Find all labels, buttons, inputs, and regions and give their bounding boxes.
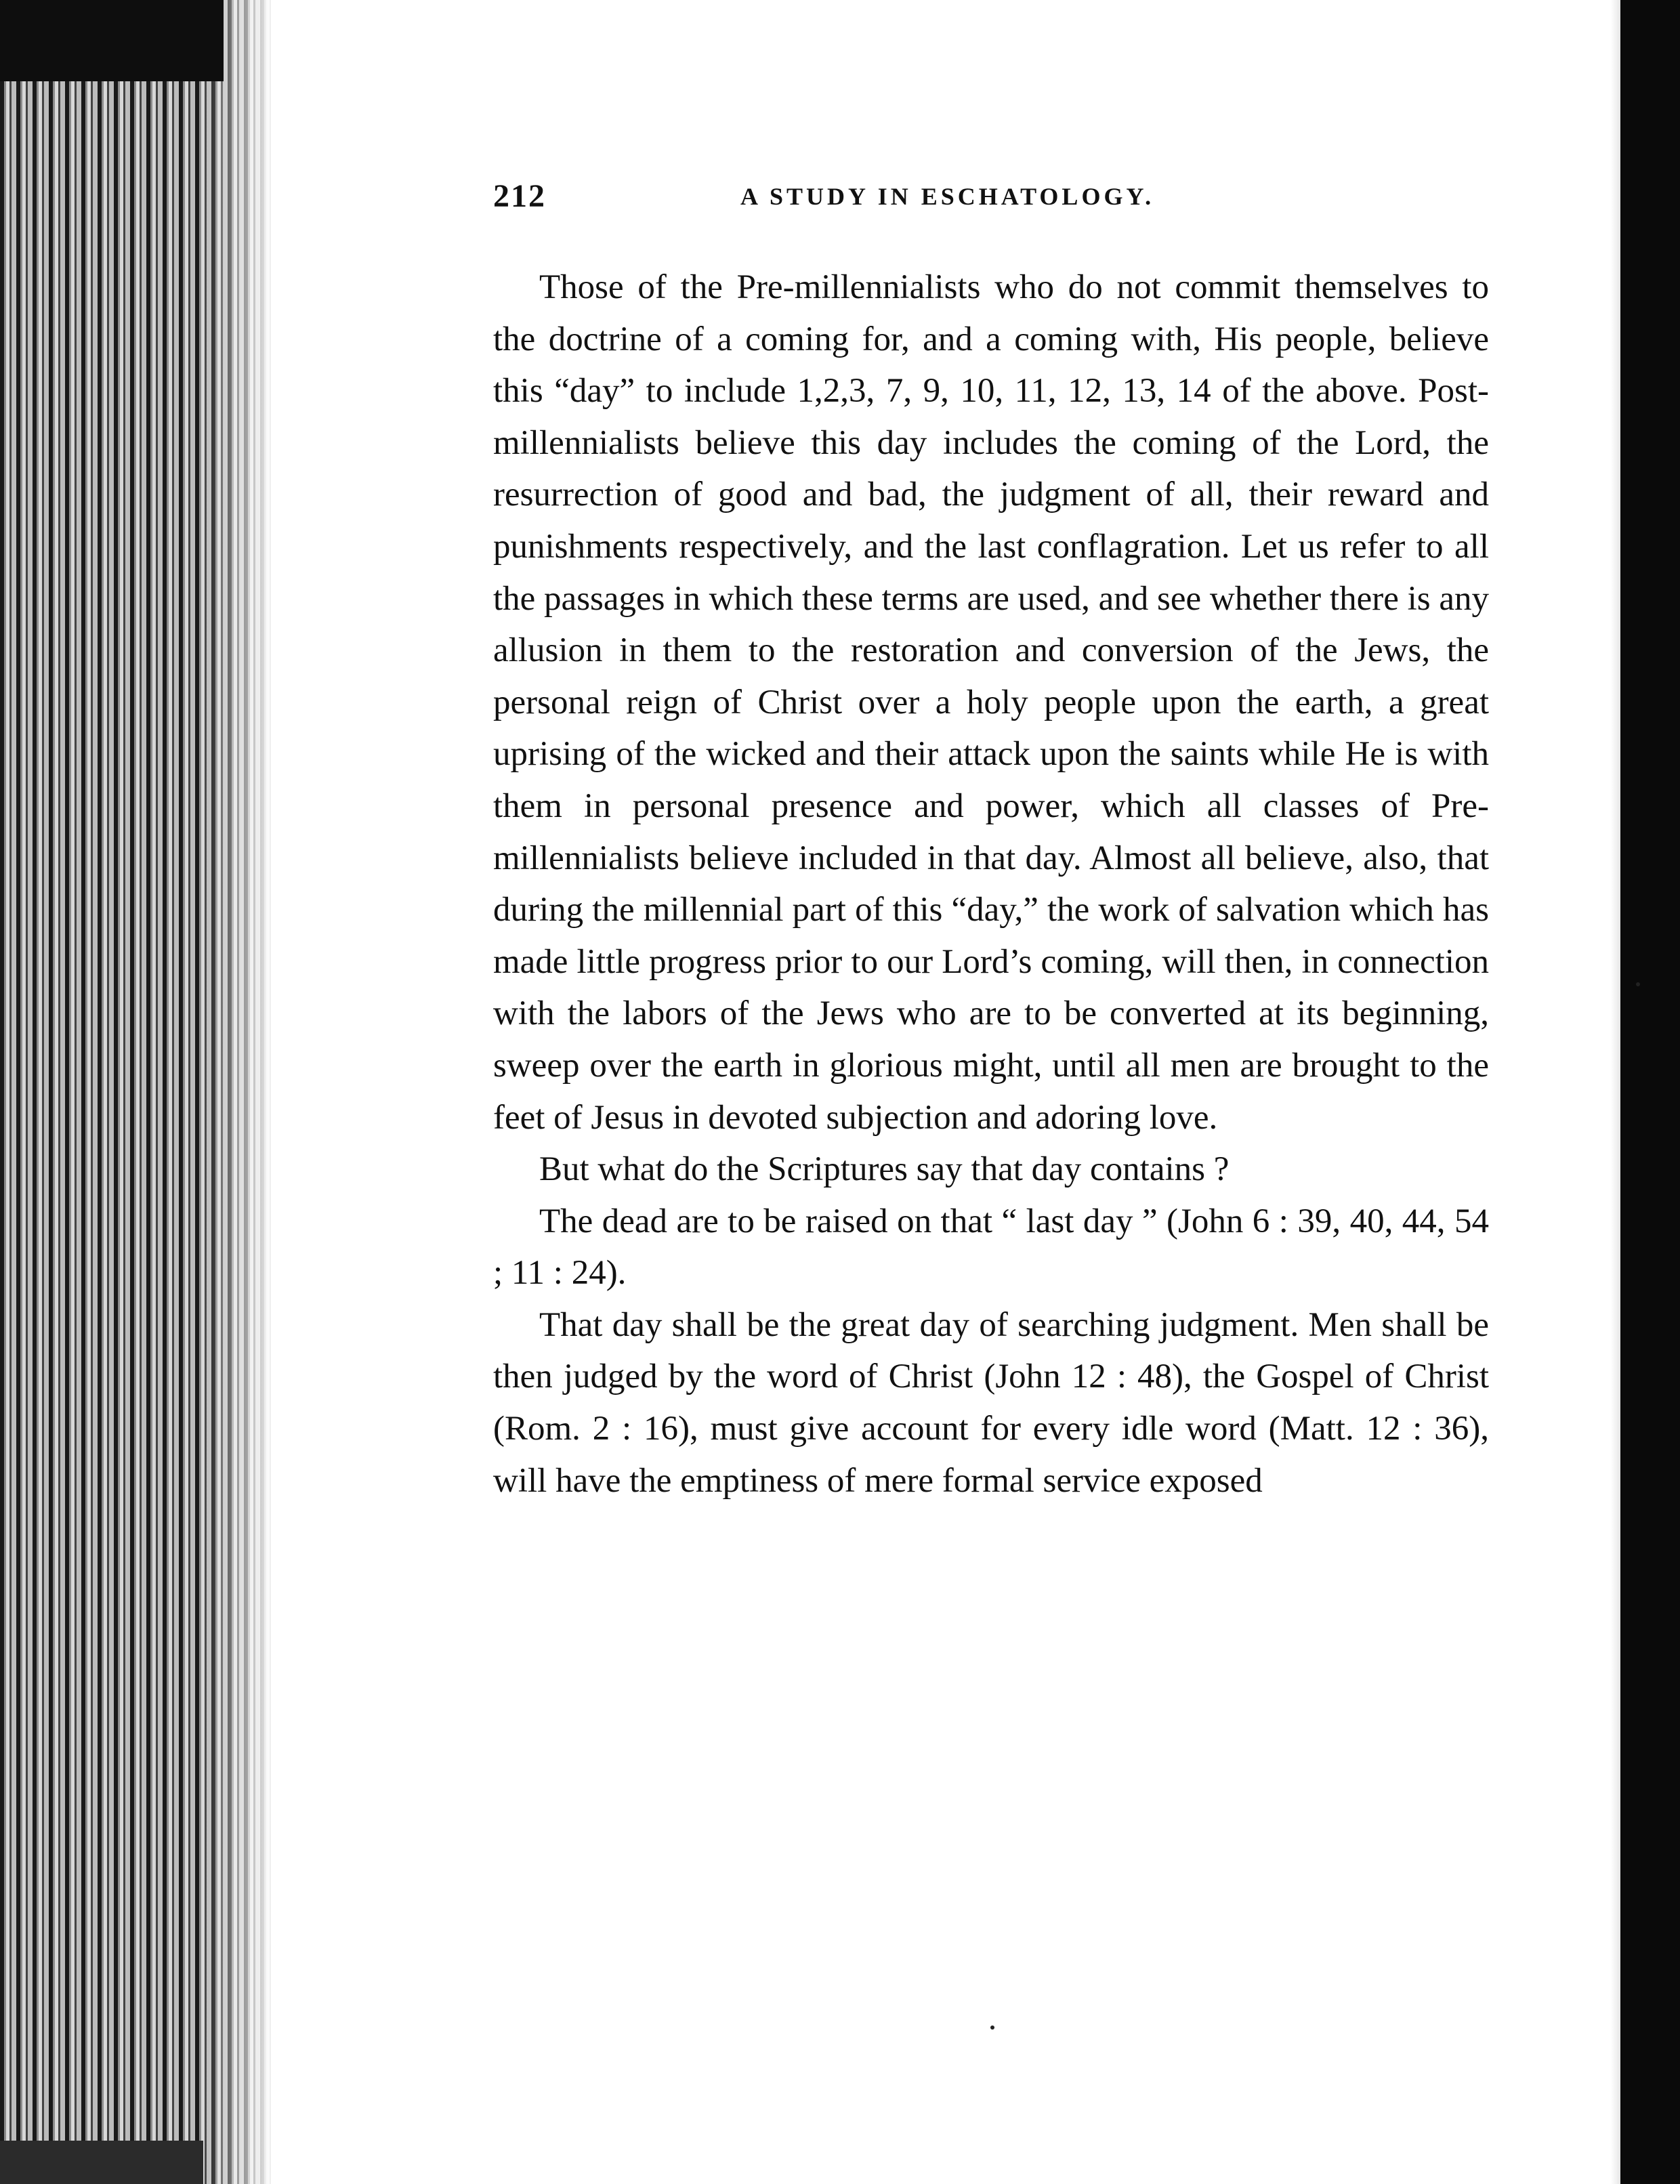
paragraph: Those of the Pre-millennialists who do not commit themselves to the doctrine of a coming for, and a coming with, His people, believe this “day” to include 1,2,3, 7, 9, 10, 11, 12, 13, 14 of the above. Post-millennialists believe this day includes the coming of the Lord, the resurrection of good and bad, the judgment of all, their reward and punishments respectively, and the last conflagration. Let us refer to all the passages in which these terms are used, and see whether there is any allusion in them to the restoration and conversion of the Jews, the personal reign of Christ over a holy people upon the earth, a great uprising of the wicked and their attack upon the saints while He is with them in personal presence and power, which all classes of Pre-millennialists believe included in that day. Almost all believe, also, that during the millennial part of this “day,” the work of salvation which has made little progress prior to our Lord’s coming, will then, in connection with the labors of the Jews who are to be converted at its beginning, sweep over the earth in glorious might, until all men are brought to the feet of Jesus in devoted subjection and adoring love. [493, 268, 1489, 1137]
scan-speck [990, 2025, 994, 2030]
book-bottom-shadow [0, 2141, 203, 2184]
running-head [493, 171, 1489, 222]
page-right-gutter [1611, 0, 1620, 2184]
paragraph: The dead are to be raised on that “ last day ” (John 6 : 39, 40, 44, 54 ; 11 : 24). [493, 1202, 1489, 1293]
paragraph: That day shall be the great day of searching judgment. Men shall be then judged by the word of Christ (John 12 : 48), the Gospel of Christ (Rom. 2 : 16), must give account for every idle word (Matt. 12 : 36), will have the emptiness of mere formal service exposed [493, 1305, 1489, 1500]
scan-speck [1636, 982, 1640, 986]
page-number: 212 [493, 178, 546, 214]
scan-right-border [1620, 0, 1680, 2184]
paragraph: But what do the Scriptures say that day contains ? [539, 1150, 1230, 1189]
body-text [493, 261, 1489, 1507]
book-corner-shadow [0, 0, 224, 81]
page-edge-shading [203, 0, 285, 2184]
book-page [493, 171, 1489, 1507]
running-title: A STUDY IN ESCHATOLOGY. [740, 183, 1155, 210]
